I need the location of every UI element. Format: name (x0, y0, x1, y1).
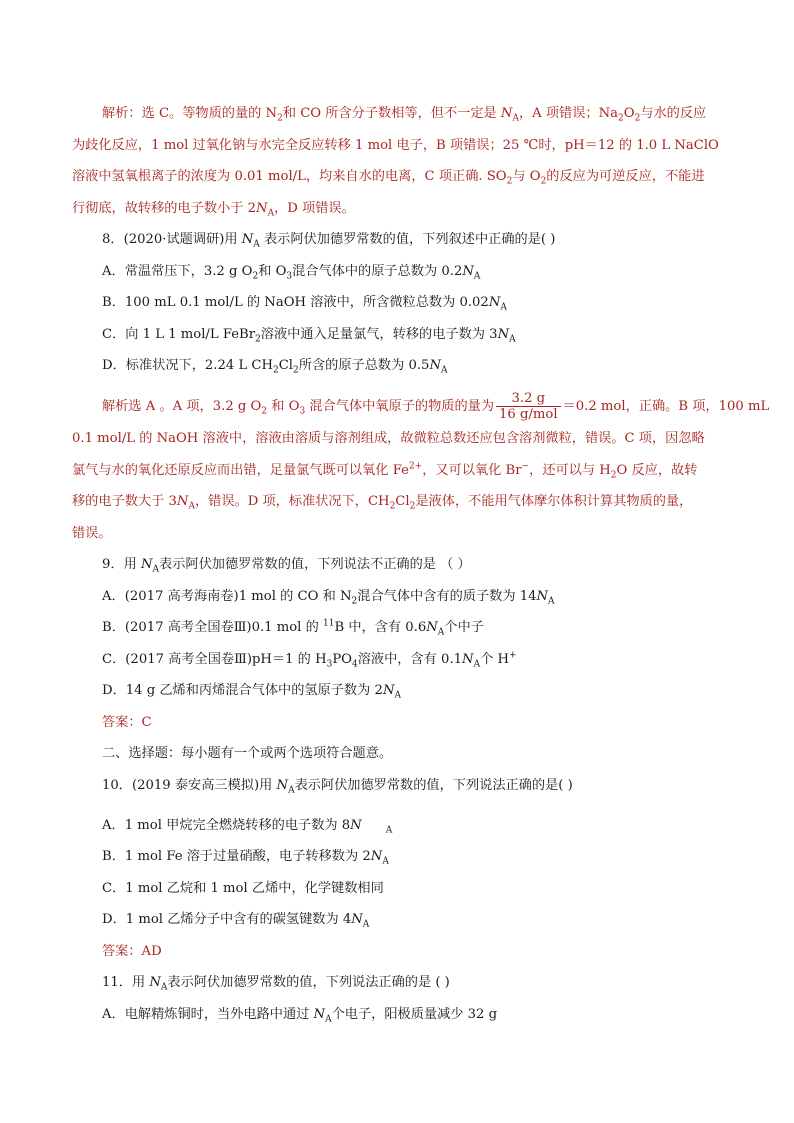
q8-analysis-line-3: 氯气与水的氧化还原反应而出错，足量氯气既可以氧化 $Fe^{2+}$，又可以氧化 Br−，还可以与 $H_2O$ 反应，故转 (72, 461, 698, 481)
q9-stem: 9．用 $N_A$表示阿伏加德罗常数的值，下列说法不正确的是 （ ） (102, 557, 471, 575)
q9-option-d: D．14 g 乙烯和丙烯混合气体中的氢原子数为 $2N_A$ (102, 683, 401, 701)
section-heading: 二、选择题：每小题有一个或两个选项符合题意。 (102, 746, 393, 761)
q8-option-c: C．向 1 L 1 mol/L FeBr$_2$溶液中通入足量氯气，转移的电子数为 $3N_A$ (102, 327, 516, 345)
q8-analysis-line-4: 移的电子数大于 $3N_A$，错误。D 项，标准状况下，$CH_2Cl_2$是液体，不能用气体摩尔体积计算其物质的量， (72, 494, 693, 512)
q8-option-a: A．常温常压下，3.2 g $O_2$和 $O_3$混合气体中的原子总数为 $0.2N_A$ (102, 264, 481, 282)
q7-analysis-line-3: 溶液中氢氧根离子的浓度为 0.01 mol/L，均来自水的电离，C 项正确. $SO_2$与 $O_2$的反应为可逆反应，不能进 (72, 169, 705, 187)
q8-analysis-line-1: 解析选 A 。A 项，3.2 g $O_2$ 和 $O_3$ 混合气体中氧原子的物质的量为 $\frac{3.2 g}{\text{16 g/mol}}$ ＝0.2 mol，正确。B 项，100 mL (102, 391, 770, 422)
q7-analysis-line-1: 解析：选 C。等物质的量的 $N_2$和 CO 所含分子数相等，但不一定是 $N_A$，A 项错误；$Na_2O_2$与水的反应 (102, 106, 707, 124)
q8-stem: 8．(2020·试题调研)用 $N_A$ 表示阿伏加德罗常数的值，下列叙述中正确的是( ) (102, 232, 556, 250)
q7-analysis-line-4: 行彻底，故转移的电子数小于 $2N_A$，D 项错误。 (72, 201, 355, 219)
q10-stem: 10．(2019 泰安高三模拟)用 $N_A$表示阿伏加德罗常数的值，下列说法正确的是( ) (102, 778, 573, 796)
q8-option-b: B．100 mL 0.1 mol/L 的 NaOH 溶液中，所含微粒总数为 $0.02N_A$ (102, 295, 507, 313)
q10-option-d: D．1 mol 乙烯分子中含有的碳氢键数为 $4N_A$ (102, 912, 370, 930)
q8-analysis-line-2: 0.1 mol/L 的 NaOH 溶液中，溶液由溶质与溶剂组成，故微粒总数还应包含溶剂微粒，错误。C 项，因忽略 (72, 431, 705, 446)
q10-option-c: C．1 mol 乙烷和 1 mol 乙烯中，化学键数相同 (102, 881, 384, 896)
q10-option-a: A．1 mol 甲烷完全燃烧转移的电子数为 8N $_A$ (102, 818, 393, 836)
q9-answer: 答案：C (102, 715, 152, 730)
q10-answer: 答案：AD (102, 944, 162, 959)
q8-option-d: D．标准状况下，2.24 L $CH_2Cl_2$所含的原子总数为 $0.5N_A$ (102, 358, 448, 376)
q11-stem: 11．用 $N_A$表示阿伏加德罗常数的值，下列说法正确的是 ( ) (102, 975, 450, 993)
q8-analysis-line-5: 错误。 (72, 526, 112, 541)
q9-option-a: A．(2017 高考海南卷)1 mol 的 CO 和 $N_2$混合气体中含有的质子数为 $14N_A$ (102, 589, 555, 607)
q9-option-c: C．(2017 高考全国卷Ⅲ)pH＝1 的 $H_3PO_4$溶液中，含有 $0.1N_A$个 H+ (102, 650, 517, 670)
q10-option-b: B．1 mol Fe 溶于过量硝酸，电子转移数为 $2N_A$ (102, 849, 389, 867)
q11-option-a: A．电解精炼铜时，当外电路中通过 $N_A$个电子，阳极质量减少 32 g (102, 1007, 498, 1025)
fraction: $\frac{3.2 g}{\text{16 g/mol}}$ (496, 391, 561, 422)
q9-option-b: B．(2017 高考全国卷Ⅲ)0.1 mol 的 $^{11}$B 中，含有 $0.6N_A$个中子 (102, 618, 484, 638)
q7-analysis-line-2: 为歧化反应，1 mol 过氧化钠与水完全反应转移 1 mol 电子，B 项错误；25 ℃时，pH＝12 的 1.0 L NaClO (72, 138, 719, 153)
